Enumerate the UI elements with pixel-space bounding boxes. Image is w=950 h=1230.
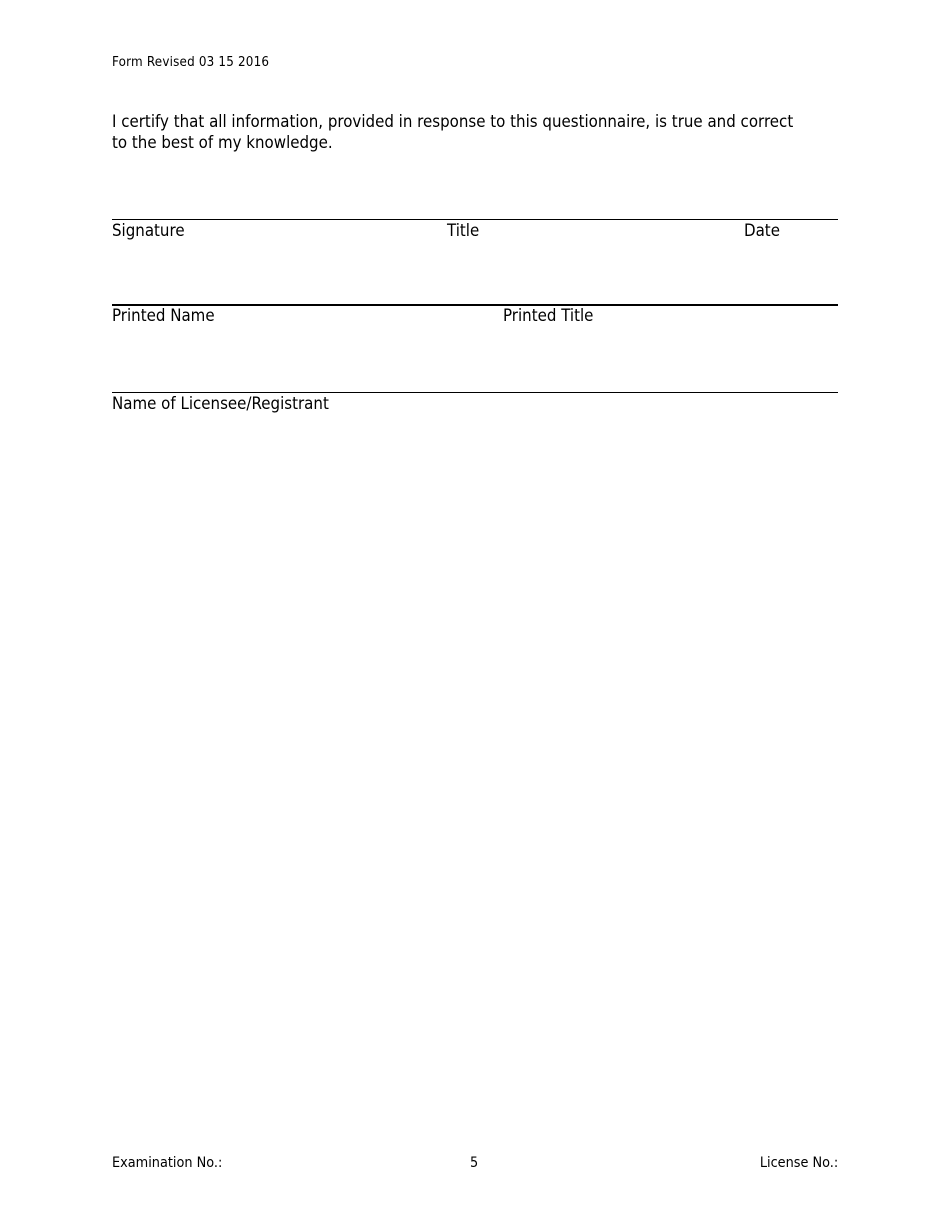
printed-name-label: Printed Name xyxy=(112,306,215,326)
license-number-label: License No.: xyxy=(759,1155,838,1171)
signature-label: Signature xyxy=(112,221,185,241)
licensee-name-line[interactable] xyxy=(112,392,838,393)
date-label: Date xyxy=(744,221,780,241)
licensee-name-label: Name of Licensee/Registrant xyxy=(112,394,329,414)
form-revision-label: Form Revised 03 15 2016 xyxy=(112,55,270,70)
page-number: 5 xyxy=(470,1155,479,1171)
title-label: Title xyxy=(447,221,480,241)
printed-name-line[interactable] xyxy=(112,304,838,306)
certification-statement: I certify that all information, provided in response to this questionnaire, is true and correct to the best of my knowledge. xyxy=(112,112,794,153)
examination-number-label: Examination No.: xyxy=(112,1155,223,1171)
signature-line[interactable] xyxy=(112,219,838,220)
printed-title-label: Printed Title xyxy=(503,306,594,326)
